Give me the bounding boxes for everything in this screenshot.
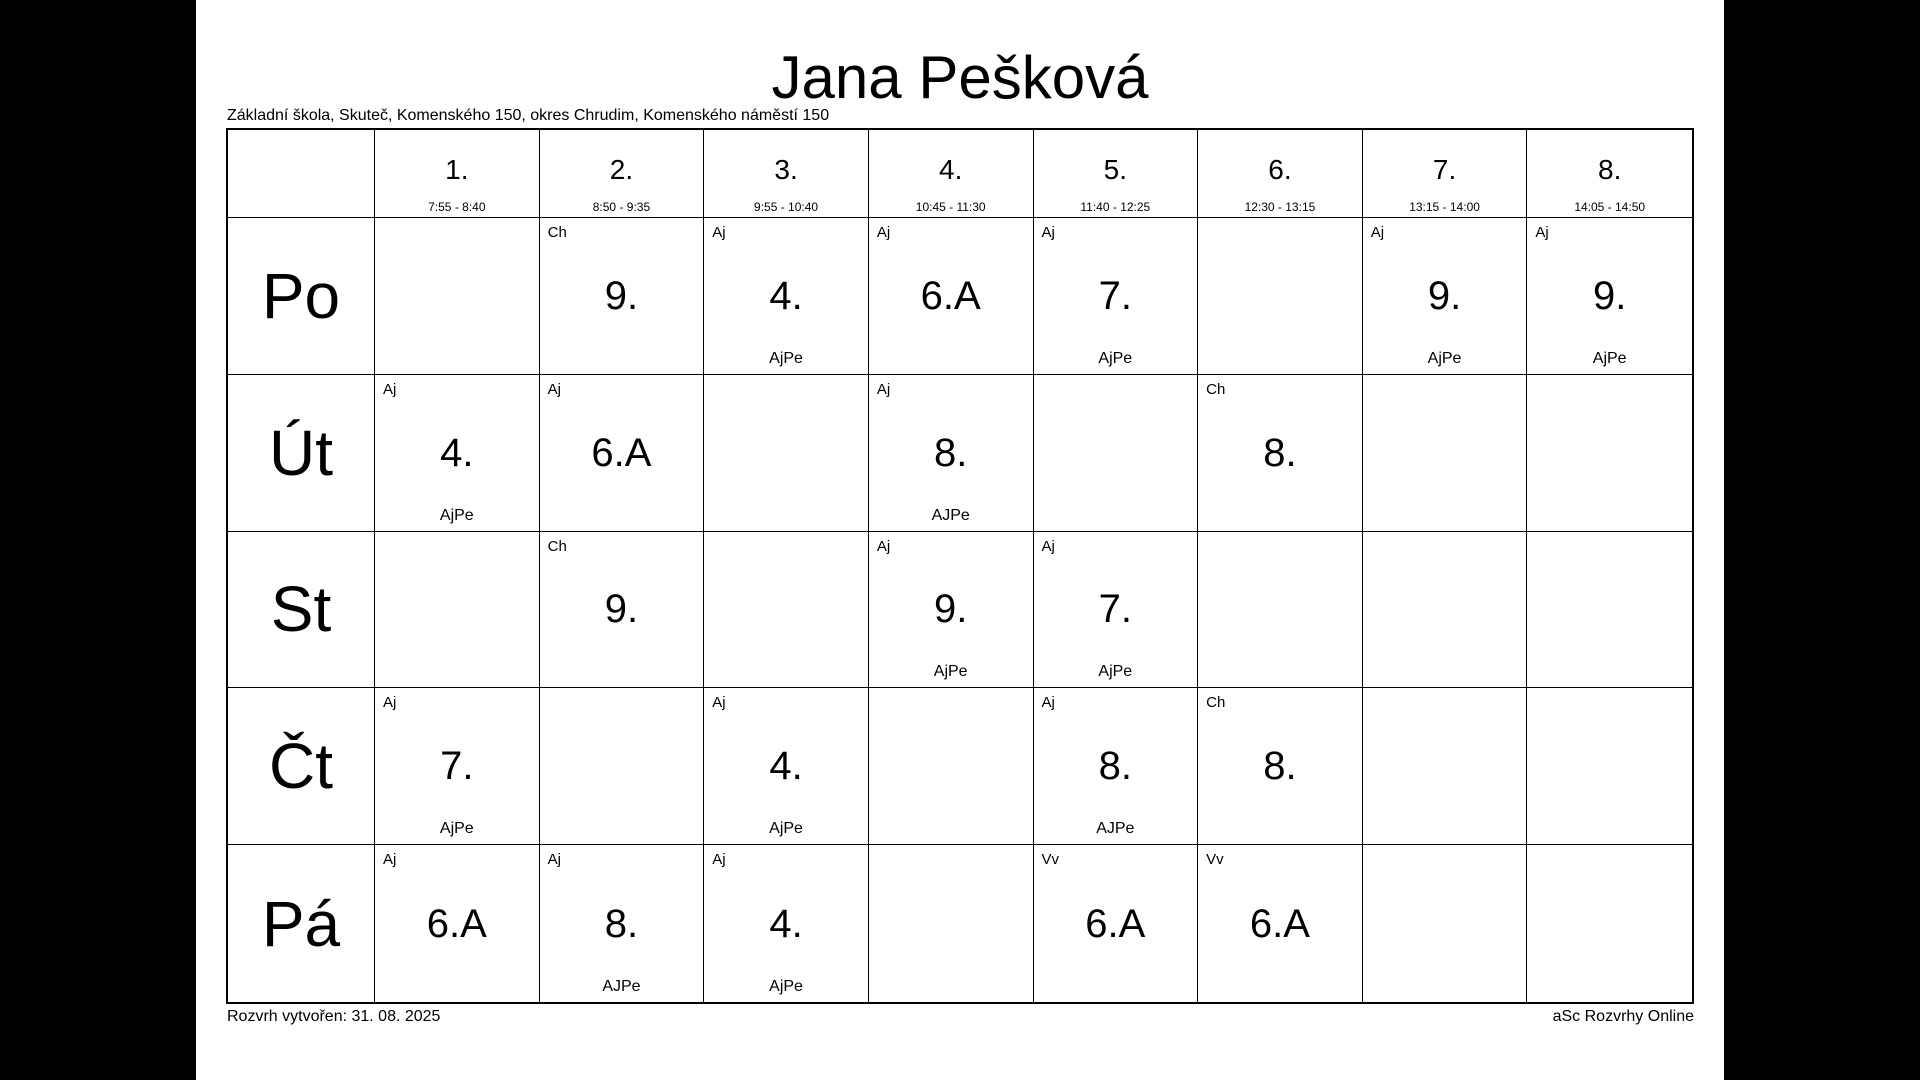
lesson-subject: Aj (1041, 224, 1055, 241)
timetable-sheet (196, 0, 1724, 1080)
lesson-cell (375, 845, 540, 1002)
period-time: 8:50 - 9:35 (592, 200, 651, 214)
lesson-subject: Aj (712, 851, 726, 869)
lesson-class: 9. (1427, 273, 1462, 318)
day-label: St (270, 573, 332, 646)
lesson-class: 4. (769, 744, 803, 789)
empty-cell (1527, 532, 1692, 689)
lesson-subject: Aj (1041, 694, 1055, 712)
lesson-class: 6.A (1249, 901, 1310, 946)
lesson-class: 9. (934, 587, 968, 632)
school-name: Základní škola, Skuteč, Komenského 150, okres Chrudim, Komenského náměstí 150 (227, 107, 830, 124)
lesson-group: AjPe (1427, 349, 1462, 367)
lesson-class: 8. (1098, 744, 1132, 789)
lesson-class: 9. (604, 587, 639, 632)
lesson-group: AJPe (602, 978, 641, 995)
lesson-cell (540, 845, 705, 1002)
page-title: Jana Pešková (771, 44, 1149, 111)
period-number: 3. (774, 154, 798, 185)
lesson-cell (1198, 845, 1363, 1002)
empty-cell (1198, 532, 1363, 689)
lesson-class: 8. (1263, 744, 1297, 789)
period-header (869, 130, 1034, 218)
period-header (540, 130, 705, 218)
period-number: 4. (939, 154, 963, 185)
lesson-class: 6.A (426, 901, 487, 946)
day-header (228, 688, 375, 845)
lesson-subject: Aj (1041, 537, 1055, 555)
lesson-cell (1527, 218, 1692, 375)
lesson-cell (540, 375, 705, 532)
period-number: 7. (1432, 154, 1457, 185)
lesson-cell (540, 218, 705, 375)
day-header (228, 218, 375, 375)
lesson-cell (869, 218, 1034, 375)
lesson-class: 4. (769, 901, 803, 946)
lesson-class: 8. (604, 901, 639, 946)
period-header (704, 130, 869, 218)
lesson-subject: Ch (1206, 380, 1226, 398)
lesson-class: 4. (769, 273, 803, 318)
period-number: 1. (445, 154, 469, 185)
lesson-subject: Aj (712, 224, 726, 241)
lesson-cell (869, 375, 1034, 532)
empty-cell (1034, 375, 1199, 532)
empty-cell (375, 532, 540, 689)
lesson-cell (704, 688, 869, 845)
lesson-class: 7. (1098, 273, 1132, 318)
empty-cell (1527, 688, 1692, 845)
lesson-cell (869, 532, 1034, 689)
lesson-class: 7. (1098, 587, 1132, 632)
lesson-group: AjPe (439, 820, 474, 838)
lesson-subject: Ch (1206, 694, 1226, 712)
lesson-subject: Aj (876, 224, 891, 241)
lesson-subject: Aj (876, 537, 891, 555)
lesson-subject: Aj (1535, 224, 1549, 241)
lesson-class: 9. (604, 273, 639, 318)
lesson-cell (1198, 375, 1363, 532)
period-number: 2. (609, 154, 634, 185)
lesson-group: AjPe (439, 506, 474, 524)
lesson-subject: Vv (1041, 851, 1060, 869)
lesson-subject: Aj (547, 380, 561, 398)
lesson-cell (1034, 218, 1199, 375)
lesson-group: AjPe (769, 349, 803, 367)
lesson-group: AjPe (769, 978, 803, 995)
lesson-class: 8. (1263, 430, 1297, 475)
created-date: Rozvrh vytvořen: 31. 08. 2025 (227, 1008, 441, 1025)
period-header (1363, 130, 1528, 218)
period-number: 6. (1268, 154, 1292, 185)
lesson-group: AJPe (931, 506, 970, 524)
period-time: 11:40 - 12:25 (1080, 200, 1151, 214)
lesson-cell (375, 688, 540, 845)
empty-cell (1363, 845, 1528, 1002)
day-header (228, 375, 375, 532)
empty-cell (375, 218, 540, 375)
lesson-subject: Aj (383, 694, 397, 712)
empty-cell (869, 845, 1034, 1002)
day-label: Út (269, 416, 333, 489)
period-time: 14:05 - 14:50 (1574, 200, 1646, 214)
corner-cell (228, 130, 375, 218)
lesson-cell (1198, 688, 1363, 845)
lesson-group: AjPe (933, 663, 968, 681)
period-header (375, 130, 540, 218)
lesson-cell (1034, 532, 1199, 689)
empty-cell (540, 688, 705, 845)
lesson-subject: Vv (1206, 851, 1224, 869)
lesson-class: 6.A (920, 273, 981, 318)
empty-cell (1363, 688, 1528, 845)
lesson-group: AJPe (1096, 820, 1135, 838)
period-time: 12:30 - 13:15 (1244, 200, 1316, 214)
day-header (228, 532, 375, 689)
empty-cell (1363, 375, 1528, 532)
lesson-subject: Ch (547, 537, 567, 555)
lesson-class: 6.A (1085, 901, 1146, 946)
period-time: 13:15 - 14:00 (1409, 200, 1480, 214)
lesson-cell (704, 845, 869, 1002)
day-label: Čt (269, 730, 333, 803)
lesson-cell (1034, 845, 1199, 1002)
empty-cell (704, 532, 869, 689)
day-label: Pá (261, 887, 341, 960)
empty-cell (704, 375, 869, 532)
lesson-class: 9. (1593, 273, 1627, 318)
lesson-cell (375, 375, 540, 532)
lesson-cell (540, 532, 705, 689)
lesson-subject: Aj (876, 380, 891, 398)
lesson-cell (704, 218, 869, 375)
empty-cell (1527, 375, 1692, 532)
lesson-class: 8. (934, 430, 968, 475)
lesson-subject: Aj (1370, 224, 1385, 241)
lesson-cell (1034, 688, 1199, 845)
empty-cell (1198, 218, 1363, 375)
day-header (228, 845, 375, 1002)
period-time: 10:45 - 11:30 (915, 200, 986, 214)
lesson-subject: Ch (547, 224, 567, 241)
lesson-subject: Aj (383, 851, 397, 869)
brand-label: aSc Rozvrhy Online (1552, 1008, 1694, 1025)
period-time: 7:55 - 8:40 (428, 200, 486, 214)
period-number: 5. (1103, 154, 1127, 185)
lesson-group: AjPe (769, 820, 803, 838)
lesson-subject: Aj (383, 380, 397, 398)
period-header (1034, 130, 1199, 218)
lesson-cell (1363, 218, 1528, 375)
empty-cell (869, 688, 1034, 845)
lesson-group: AjPe (1592, 349, 1627, 367)
lesson-class: 4. (440, 430, 474, 475)
lesson-class: 7. (440, 744, 474, 789)
lesson-subject: Aj (547, 851, 561, 869)
period-header (1198, 130, 1363, 218)
period-number: 8. (1598, 154, 1622, 185)
empty-cell (1527, 845, 1692, 1002)
lesson-group: AjPe (1098, 349, 1133, 367)
empty-cell (1363, 532, 1528, 689)
lesson-subject: Aj (712, 694, 726, 712)
timetable-grid (226, 128, 1694, 1004)
lesson-class: 6.A (591, 430, 652, 475)
day-label: Po (261, 259, 341, 332)
period-header (1527, 130, 1692, 218)
lesson-group: AjPe (1098, 663, 1133, 681)
period-time: 9:55 - 10:40 (754, 200, 819, 214)
